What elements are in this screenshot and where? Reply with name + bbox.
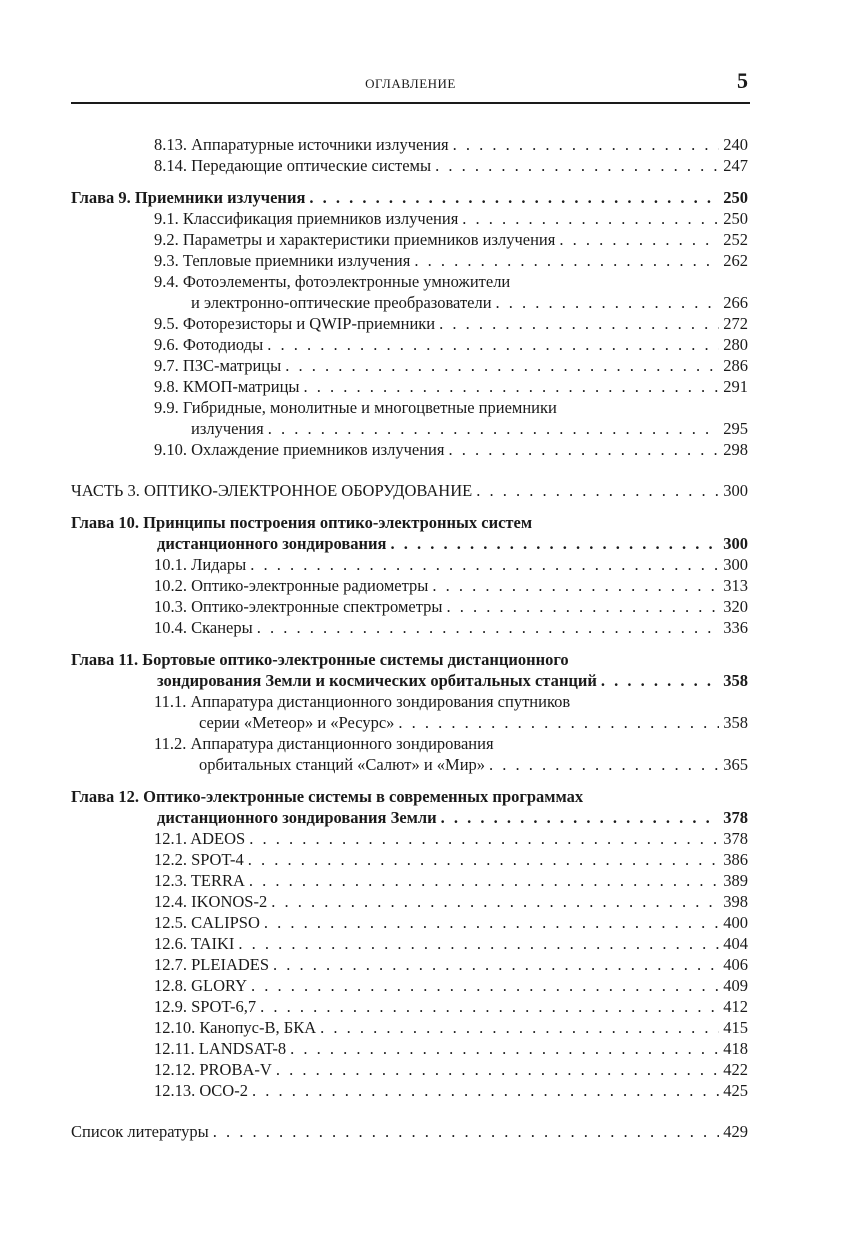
toc-entry-title: 12.6. TAIKI bbox=[154, 934, 235, 953]
toc-entry-page: 286 bbox=[723, 356, 748, 375]
toc-entry-page: 418 bbox=[723, 1039, 748, 1058]
toc-entry-page: 389 bbox=[723, 871, 748, 890]
toc-entry bbox=[71, 355, 748, 376]
toc-entry-page: 320 bbox=[723, 597, 748, 616]
running-header bbox=[71, 62, 750, 104]
toc-chapter-page: 300 bbox=[723, 534, 748, 553]
dot-leader bbox=[441, 807, 720, 828]
toc-entry-title: 12.7. PLEIADES bbox=[154, 955, 270, 974]
toc-entry-title: 12.10. Канопус-В, БКА bbox=[154, 1018, 317, 1037]
toc-entry bbox=[71, 313, 748, 334]
toc-entry-title-line1: 11.1. Аппаратура дистанционного зондирования спутников bbox=[154, 692, 571, 711]
toc-chapter-title-line1: Глава 11. Бортовые оптико-электронные системы дистанционного bbox=[71, 650, 569, 669]
toc-chapter-page: 358 bbox=[723, 671, 748, 690]
toc-entry-page: 272 bbox=[723, 314, 748, 333]
toc-entry-title-line2: серии «Метеор» и «Ресурс» bbox=[199, 713, 395, 732]
dot-leader bbox=[439, 313, 719, 334]
dot-leader bbox=[260, 996, 719, 1017]
toc-entry-title: 12.2. SPOT-4 bbox=[154, 850, 244, 869]
toc-entry-title: 10.1. Лидары bbox=[154, 555, 247, 574]
toc-bibliography-title: Список литературы bbox=[71, 1122, 209, 1141]
toc-entry bbox=[71, 1017, 748, 1038]
toc-entry bbox=[71, 996, 748, 1017]
dot-leader bbox=[304, 376, 720, 397]
dot-leader bbox=[251, 975, 719, 996]
toc-entry bbox=[71, 554, 748, 575]
dot-leader bbox=[414, 250, 719, 271]
dot-leader bbox=[448, 439, 719, 460]
dot-leader bbox=[446, 596, 719, 617]
toc-entry bbox=[71, 134, 748, 155]
dot-leader bbox=[496, 292, 720, 313]
dot-leader bbox=[238, 933, 719, 954]
dot-leader bbox=[398, 712, 719, 733]
toc-part-title: ЧАСТЬ 3. ОПТИКО-ЭЛЕКТРОННОЕ ОБОРУДОВАНИЕ bbox=[71, 481, 473, 500]
dot-leader bbox=[476, 480, 719, 501]
toc-entry-title-line1: 9.9. Гибридные, монолитные и многоцветные приемники bbox=[154, 398, 557, 417]
toc-entry bbox=[71, 155, 748, 176]
toc-entry bbox=[71, 271, 748, 313]
toc-part-page: 300 bbox=[723, 481, 748, 500]
dot-leader bbox=[213, 1121, 720, 1142]
dot-leader bbox=[290, 1038, 719, 1059]
toc-entry bbox=[71, 596, 748, 617]
toc-entry-title: 10.4. Сканеры bbox=[154, 618, 253, 637]
dot-leader bbox=[489, 754, 719, 775]
toc-chapter-page: 378 bbox=[723, 808, 748, 827]
dot-leader bbox=[309, 187, 719, 208]
toc-entry bbox=[71, 828, 748, 849]
toc-chapter bbox=[71, 512, 748, 554]
toc-chapter-title: Глава 9. Приемники излучения bbox=[71, 188, 306, 207]
dot-leader bbox=[248, 849, 720, 870]
toc-entry-title-line1: 11.2. Аппаратура дистанционного зондирования bbox=[154, 734, 494, 753]
toc-entry-page: 412 bbox=[723, 997, 748, 1016]
toc-entry-page: 400 bbox=[723, 913, 748, 932]
toc-entry bbox=[71, 439, 748, 460]
toc-entry-page: 262 bbox=[723, 251, 748, 270]
toc-entry-title-line2: орбитальных станций «Салют» и «Мир» bbox=[199, 755, 486, 774]
toc-entry bbox=[71, 397, 748, 439]
toc-entry-page: 365 bbox=[723, 755, 748, 774]
toc-bibliography-page: 429 bbox=[723, 1122, 748, 1141]
toc-entry-title: 8.13. Аппаратурные источники излучения bbox=[154, 135, 449, 154]
toc-entry-title: 9.6. Фотодиоды bbox=[154, 335, 264, 354]
toc-entry-page: 336 bbox=[723, 618, 748, 637]
dot-leader bbox=[453, 134, 720, 155]
toc-entry bbox=[71, 954, 748, 975]
toc-entry-page: 298 bbox=[723, 440, 748, 459]
toc-entry bbox=[71, 617, 748, 638]
toc-entry-page: 404 bbox=[723, 934, 748, 953]
toc-entry-page: 425 bbox=[723, 1081, 748, 1100]
toc-entry bbox=[71, 933, 748, 954]
toc-entry-title: 12.3. TERRA bbox=[154, 871, 245, 890]
toc-entry-title-line2: излучения bbox=[191, 419, 264, 438]
toc-entry-page: 250 bbox=[723, 209, 748, 228]
toc-bibliography bbox=[71, 1121, 748, 1142]
running-header-title: ОГЛАВЛЕНИЕ bbox=[365, 76, 456, 91]
toc-entry-page: 291 bbox=[723, 377, 748, 396]
toc-entry-title-line1: 9.4. Фотоэлементы, фотоэлектронные умножители bbox=[154, 272, 511, 291]
toc-entry bbox=[71, 1080, 748, 1101]
dot-leader bbox=[276, 1059, 719, 1080]
toc-chapter-page: 250 bbox=[723, 188, 748, 207]
toc-entry bbox=[71, 870, 748, 891]
dot-leader bbox=[285, 355, 719, 376]
toc-entry bbox=[71, 912, 748, 933]
toc-entry-page: 252 bbox=[723, 230, 748, 249]
toc-entry-title: 10.3. Оптико-электронные спектрометры bbox=[154, 597, 443, 616]
toc-chapter bbox=[71, 649, 748, 691]
toc-entry-title: 12.9. SPOT-6,7 bbox=[154, 997, 257, 1016]
toc-entry-title: 8.14. Передающие оптические системы bbox=[154, 156, 432, 175]
toc-entry-page: 266 bbox=[723, 293, 748, 312]
toc-entry-page: 406 bbox=[723, 955, 748, 974]
toc-chapter-title-line1: Глава 10. Принципы построения оптико-электронных систем bbox=[71, 513, 533, 532]
dot-leader bbox=[432, 575, 719, 596]
toc-entry-title: 12.4. IKONOS-2 bbox=[154, 892, 268, 911]
toc-entry-page: 247 bbox=[723, 156, 748, 175]
dot-leader bbox=[391, 533, 720, 554]
toc-entry bbox=[71, 575, 748, 596]
toc-entry-title: 9.1. Классификация приемников излучения bbox=[154, 209, 459, 228]
toc-entry bbox=[71, 376, 748, 397]
page-number: 5 bbox=[737, 68, 748, 93]
toc-entry-title: 9.2. Параметры и характеристики приемников излучения bbox=[154, 230, 556, 249]
dot-leader bbox=[435, 155, 719, 176]
toc-chapter-title-line2: дистанционного зондирования bbox=[157, 534, 387, 553]
toc-entry bbox=[71, 229, 748, 250]
table-of-contents bbox=[71, 134, 748, 1142]
dot-leader bbox=[320, 1017, 719, 1038]
toc-entry-title: 9.8. КМОП-матрицы bbox=[154, 377, 300, 396]
toc-entry-title: 9.3. Тепловые приемники излучения bbox=[154, 251, 411, 270]
toc-entry-title: 12.13. OCO-2 bbox=[154, 1081, 248, 1100]
dot-leader bbox=[264, 912, 719, 933]
toc-entry bbox=[71, 733, 748, 775]
dot-leader bbox=[462, 208, 719, 229]
toc-entry-page: 295 bbox=[723, 419, 748, 438]
dot-leader bbox=[252, 1080, 719, 1101]
dot-leader bbox=[250, 554, 719, 575]
toc-entry bbox=[71, 1059, 748, 1080]
toc-entry-page: 313 bbox=[723, 576, 748, 595]
toc-entry bbox=[71, 891, 748, 912]
toc-chapter bbox=[71, 786, 748, 828]
dot-leader bbox=[273, 954, 719, 975]
dot-leader bbox=[257, 617, 720, 638]
toc-entry-title: 12.1. ADEOS bbox=[154, 829, 246, 848]
toc-entry-title: 12.12. PROBA-V bbox=[154, 1060, 272, 1079]
toc-entry bbox=[71, 975, 748, 996]
toc-entry-title-line2: и электронно-оптические преобразователи bbox=[191, 293, 492, 312]
toc-entry-title: 12.11. LANDSAT-8 bbox=[154, 1039, 287, 1058]
toc-chapter-title-line2: зондирования Земли и космических орбитальных станций bbox=[157, 671, 597, 690]
toc-entry bbox=[71, 1038, 748, 1059]
toc-part bbox=[71, 480, 748, 501]
toc-entry-page: 386 bbox=[723, 850, 748, 869]
toc-entry-page: 409 bbox=[723, 976, 748, 995]
toc-entry-page: 300 bbox=[723, 555, 748, 574]
toc-entry bbox=[71, 691, 748, 733]
toc-entry bbox=[71, 334, 748, 355]
toc-chapter-title-line2: дистанционного зондирования Земли bbox=[157, 808, 437, 827]
toc-entry-title: 9.7. ПЗС-матрицы bbox=[154, 356, 282, 375]
toc-entry-page: 415 bbox=[723, 1018, 748, 1037]
toc-entry bbox=[71, 849, 748, 870]
dot-leader bbox=[249, 828, 719, 849]
toc-entry-title: 9.5. Фоторезисторы и QWIP-приемники bbox=[154, 314, 436, 333]
toc-entry-title: 9.10. Охлаждение приемников излучения bbox=[154, 440, 445, 459]
toc-chapter bbox=[71, 187, 748, 208]
dot-leader bbox=[271, 891, 719, 912]
toc-entry bbox=[71, 250, 748, 271]
dot-leader bbox=[559, 229, 719, 250]
toc-entry-title: 12.8. GLORY bbox=[154, 976, 248, 995]
toc-entry-title: 12.5. CALIPSO bbox=[154, 913, 260, 932]
toc-entry bbox=[71, 208, 748, 229]
toc-entry-page: 358 bbox=[723, 713, 748, 732]
toc-entry-title: 10.2. Оптико-электронные радиометры bbox=[154, 576, 429, 595]
toc-entry-page: 240 bbox=[723, 135, 748, 154]
dot-leader bbox=[267, 334, 719, 355]
toc-entry-page: 422 bbox=[723, 1060, 748, 1079]
dot-leader bbox=[601, 670, 719, 691]
toc-entry-page: 398 bbox=[723, 892, 748, 911]
toc-chapter-title-line1: Глава 12. Оптико-электронные системы в современных программах bbox=[71, 787, 584, 806]
toc-entry-page: 378 bbox=[723, 829, 748, 848]
dot-leader bbox=[268, 418, 720, 439]
toc-entry-page: 280 bbox=[723, 335, 748, 354]
dot-leader bbox=[249, 870, 719, 891]
